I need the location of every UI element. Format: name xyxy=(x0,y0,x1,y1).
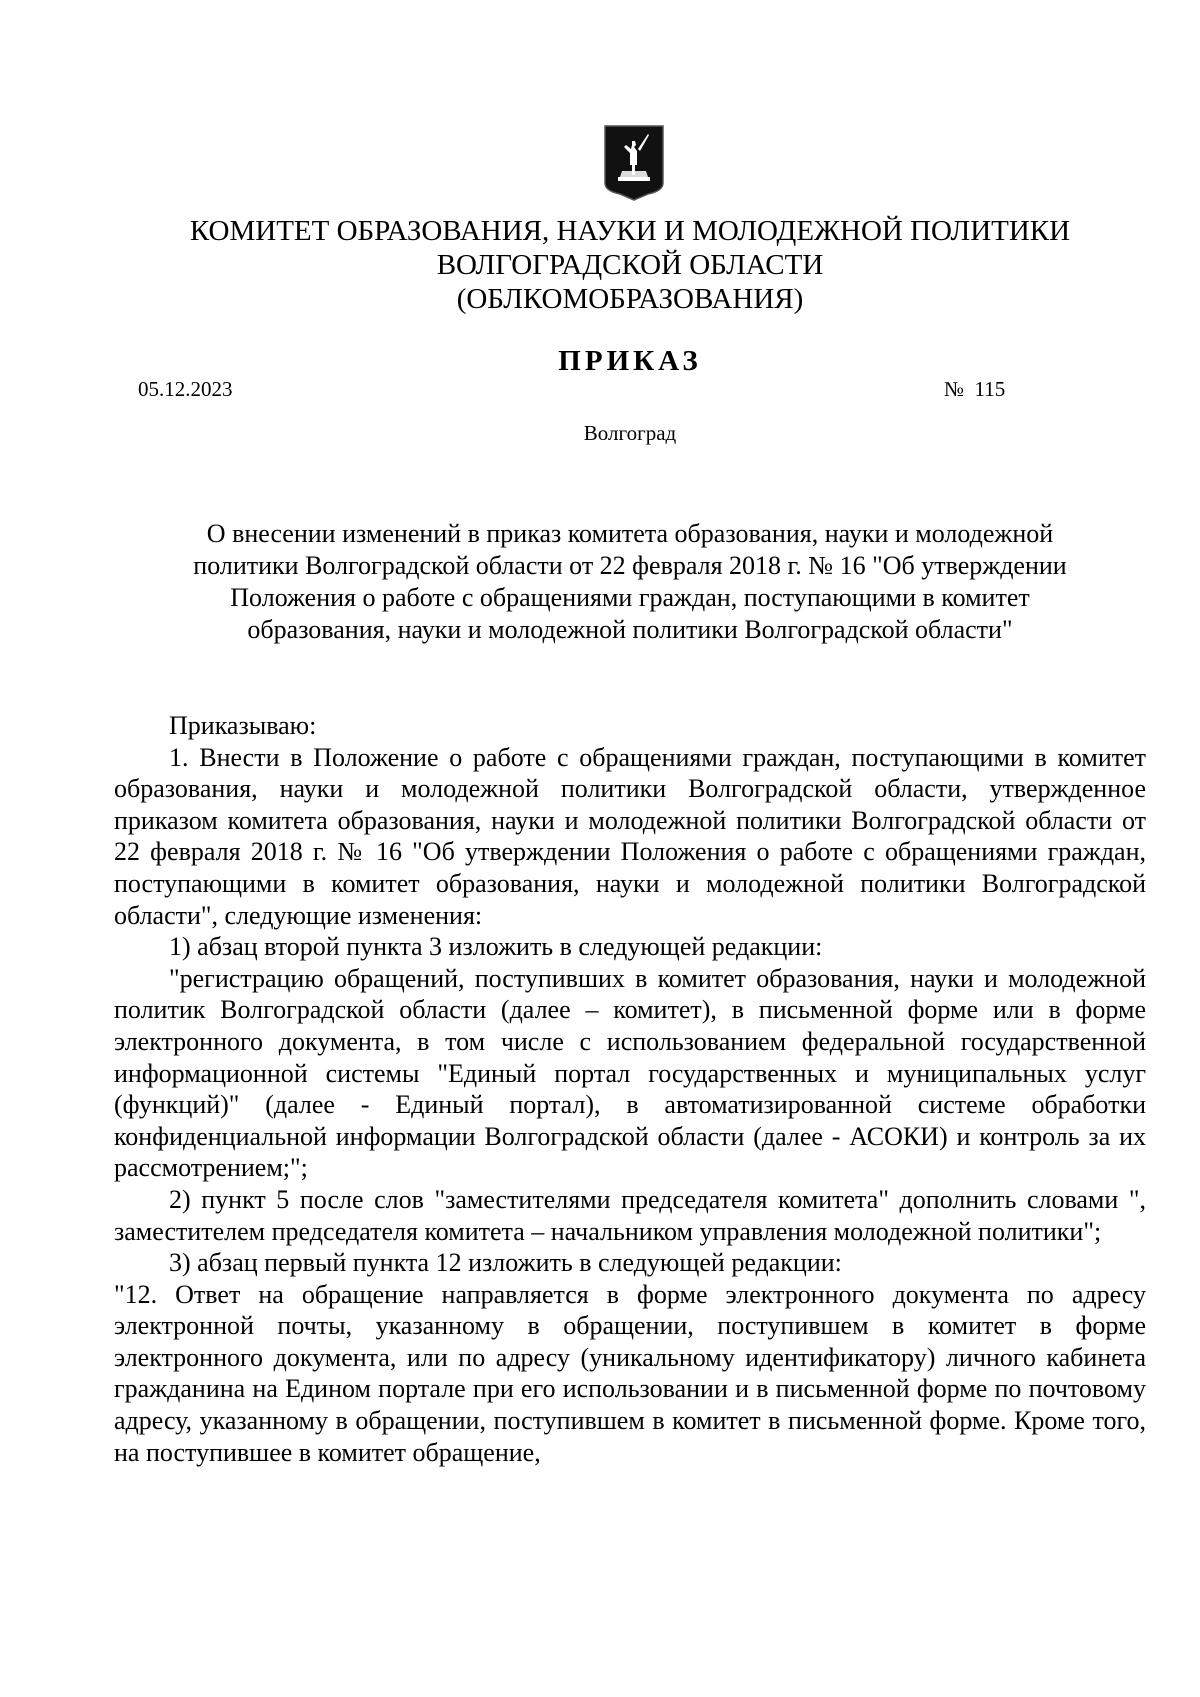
document-type: ПРИКАЗ xyxy=(558,345,702,377)
paragraph-subitem-1: 1) абзац второй пункта 3 изложить в следующей редакции: xyxy=(169,932,823,962)
subject-line-4: образования, науки и молодежной политики Волгоградской области" xyxy=(247,615,1013,644)
document-subject xyxy=(115,518,1145,646)
paragraph-quote-1: "регистрацию обращений, поступивших в комитет образования, науки и молодежной политик Волгоградской области (далее – комитет), в письменной форме или в форме электронного документа, в том числе с использованием федеральной государственной информационной системы "Единый портал государственных и муниципальных услуг (функций)" (далее - Единый портал), в автоматизированной системе обработки конфиденциальной информации Волгоградской области (далее - АСОКИ) и контроль за их рассмотрением;"; xyxy=(114,963,1146,1183)
subject-line-3: Положения о работе с обращениями граждан, поступающими в комитет xyxy=(230,583,1030,612)
document-date: 05.12.2023 xyxy=(138,377,233,401)
paragraph-subitem-3: 3) абзац первый пункта 12 изложить в следующей редакции: xyxy=(169,1248,842,1278)
order-word: Приказываю: xyxy=(169,711,317,740)
subject-line-1: О внесении изменений в приказ комитета образования, науки и молодежной xyxy=(206,519,1054,548)
org-name-line-3: (ОБЛКОМОБРАЗОВАНИЯ) xyxy=(456,283,804,315)
coat-of-arms-icon xyxy=(604,125,664,201)
document-number: № 115 xyxy=(944,377,1006,401)
paragraph-item-1: 1. Внести в Положение о работе с обращениями граждан, поступающими в комитет образования, науки и молодежной политики Волгоградской области, утвержденное приказом комитета образования, науки и молодежной политики Волгоградской области от 22 февраля 2018 г. № 16 "Об утверждении Положения о работе с обращениями граждан, поступающими в комитет образования, науки и молодежной политики Волгоградской области", следующие изменения: xyxy=(114,742,1146,930)
paragraph-subitem-2: 2) пункт 5 после слов "заместителями председателя комитета" дополнить словами ", заместителем председателя комитета – начальником управления молодежной политики"; xyxy=(114,1184,1146,1246)
organization-name xyxy=(0,214,1200,316)
subject-line-2: политики Волгоградской области от 22 февраля 2018 г. № 16 "Об утверждении xyxy=(193,551,1067,580)
document-body xyxy=(114,710,1146,1468)
org-name-line-1: КОМИТЕТ ОБРАЗОВАНИЯ, НАУКИ И МОЛОДЕЖНОЙ ПОЛИТИКИ xyxy=(189,215,1071,247)
org-name-line-2: ВОЛГОГРАДСКОЙ ОБЛАСТИ xyxy=(436,249,824,281)
document-city: Волгоград xyxy=(583,421,677,445)
paragraph-quote-3: "12. Ответ на обращение направляется в форме электронного документа по адресу электронной почты, указанному в обращении, поступившем в комитет в форме электронного документа, или по адресу (уникальному идентификатору) личного кабинета гражданина на Едином портале при его использовании и в письменной форме по почтовому адресу, указанному в обращении, поступившем в комитет в письменной форме. Кроме того, на поступившее в комитет обращение, xyxy=(114,1279,1146,1467)
